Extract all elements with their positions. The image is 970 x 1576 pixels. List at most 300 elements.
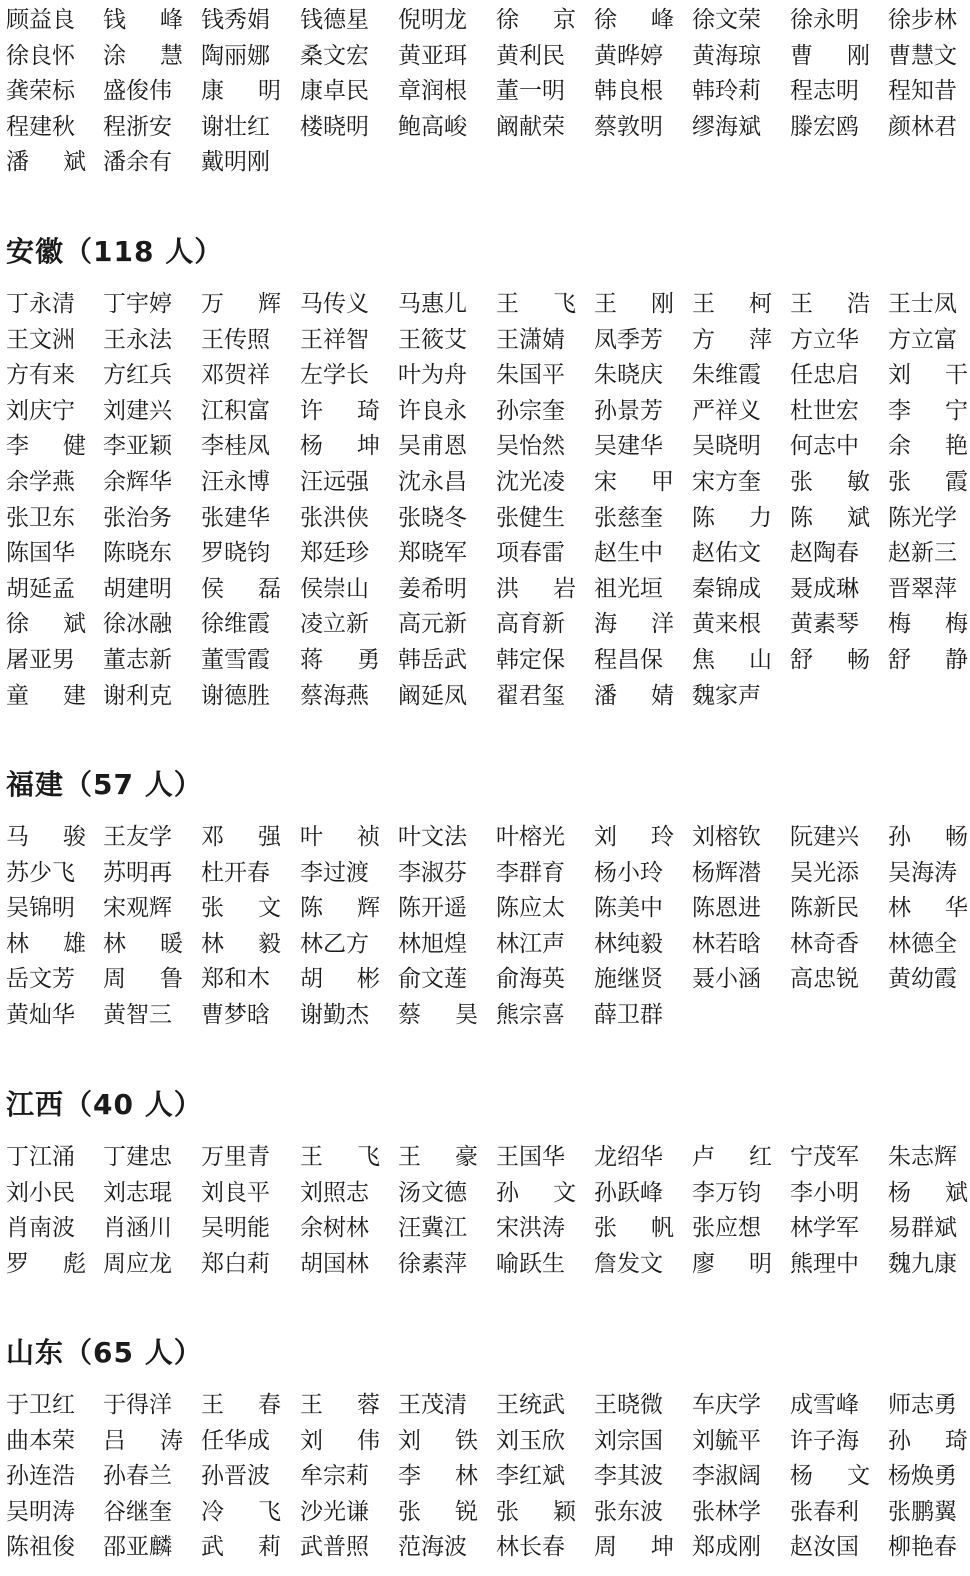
person-name: 聂成琳 — [790, 576, 859, 602]
person-name: 阮建兴 — [790, 824, 859, 850]
person-name: 方立华 — [790, 327, 859, 353]
person-name: 高忠锐 — [790, 966, 859, 992]
person-name: 陈国华 — [6, 540, 75, 566]
person-name: 秦锦成 — [692, 576, 761, 602]
person-name: 黄灿华 — [6, 1002, 75, 1028]
person-name: 顾益良 — [6, 7, 75, 33]
person-name: 曲本荣 — [6, 1428, 75, 1454]
person-name: 梅 梅 — [888, 611, 968, 637]
person-name: 马传义 — [300, 291, 369, 317]
person-name: 王 春 — [201, 1392, 281, 1418]
person-name: 程志明 — [790, 78, 859, 104]
person-name: 朱志辉 — [888, 1144, 957, 1170]
person-name: 黄海琼 — [692, 43, 761, 69]
person-name: 余辉华 — [103, 469, 172, 495]
person-name: 岳文芳 — [6, 966, 75, 992]
person-name: 刘玉欣 — [496, 1428, 565, 1454]
person-name: 吴光添 — [790, 860, 859, 886]
person-name: 杨焕勇 — [888, 1463, 957, 1489]
person-name: 马 骏 — [6, 824, 86, 850]
person-name: 王士凤 — [888, 291, 957, 317]
person-name: 谢德胜 — [201, 683, 270, 709]
person-name: 王潇婧 — [496, 327, 565, 353]
person-name: 王国华 — [496, 1144, 565, 1170]
person-name: 施继贤 — [594, 966, 663, 992]
person-name: 郑白莉 — [201, 1251, 270, 1277]
person-name: 曹慧文 — [888, 43, 957, 69]
person-name: 陈光学 — [888, 505, 957, 531]
person-name: 王 豪 — [398, 1144, 478, 1170]
person-name: 张治务 — [103, 505, 172, 531]
person-name: 陈应太 — [496, 895, 565, 921]
person-name: 章润根 — [398, 78, 467, 104]
person-name: 胡 彬 — [300, 966, 380, 992]
person-name: 邓 强 — [201, 824, 281, 850]
person-name: 许良永 — [398, 398, 467, 424]
person-name: 杜世宏 — [790, 398, 859, 424]
person-name: 余 艳 — [888, 433, 968, 459]
person-name: 余树林 — [300, 1215, 369, 1241]
person-name: 刘 铁 — [398, 1428, 478, 1454]
person-name: 罗晓钧 — [201, 540, 270, 566]
person-name: 程昌保 — [594, 647, 663, 673]
person-name: 林 华 — [888, 895, 968, 921]
person-name: 张洪侠 — [300, 505, 369, 531]
person-name: 吴晓明 — [692, 433, 761, 459]
person-name: 余学燕 — [6, 469, 75, 495]
person-name: 盛俊伟 — [103, 78, 172, 104]
person-name: 徐 京 — [496, 7, 576, 33]
person-name: 胡建明 — [103, 576, 172, 602]
person-name: 韩玲莉 — [692, 78, 761, 104]
person-name: 林若晗 — [692, 931, 761, 957]
person-name: 徐冰融 — [103, 611, 172, 637]
person-name: 张 霞 — [888, 469, 968, 495]
person-name: 张建华 — [201, 505, 270, 531]
person-name: 王 浩 — [790, 291, 870, 317]
person-name: 赵陶春 — [790, 540, 859, 566]
person-name: 吴建华 — [594, 433, 663, 459]
person-name: 熊理中 — [790, 1251, 859, 1277]
person-name: 林德全 — [888, 931, 957, 957]
person-name: 侯 磊 — [201, 576, 281, 602]
person-name: 周 坤 — [594, 1534, 674, 1560]
person-name: 桑文宏 — [300, 43, 369, 69]
person-name: 舒 畅 — [790, 647, 870, 673]
person-name: 俞文莲 — [398, 966, 467, 992]
person-name: 丁宇婷 — [103, 291, 172, 317]
person-name: 侯崇山 — [300, 576, 369, 602]
person-name: 吴锦明 — [6, 895, 75, 921]
person-name: 严祥义 — [692, 398, 761, 424]
section-heading: 山东（65 人） — [6, 1336, 203, 1369]
person-name: 张 锐 — [398, 1499, 478, 1525]
person-name: 蔡敦明 — [594, 114, 663, 140]
person-name: 马惠儿 — [398, 291, 467, 317]
person-name: 孙跃峰 — [594, 1180, 663, 1206]
person-name: 林江声 — [496, 931, 565, 957]
person-name: 赵汝国 — [790, 1534, 859, 1560]
person-name: 沈永昌 — [398, 469, 467, 495]
person-name: 左学长 — [300, 362, 369, 388]
person-name: 王统武 — [496, 1392, 565, 1418]
person-name: 牟宗莉 — [300, 1463, 369, 1489]
person-name: 龙绍华 — [594, 1144, 663, 1170]
person-name: 何志中 — [790, 433, 859, 459]
person-name: 曹梦晗 — [201, 1002, 270, 1028]
person-name: 陈美中 — [594, 895, 663, 921]
person-name: 颜林君 — [888, 114, 957, 140]
person-name: 丁江涌 — [6, 1144, 75, 1170]
person-name: 吴怡然 — [496, 433, 565, 459]
person-name: 阚献荣 — [496, 114, 565, 140]
person-name: 王 刚 — [594, 291, 674, 317]
person-name: 周 鲁 — [103, 966, 183, 992]
person-name: 缪海斌 — [692, 114, 761, 140]
person-name: 喻跃生 — [496, 1251, 565, 1277]
person-name: 李其波 — [594, 1463, 663, 1489]
person-name: 李亚颖 — [103, 433, 172, 459]
person-name: 柳艳春 — [888, 1534, 957, 1560]
person-name: 陈新民 — [790, 895, 859, 921]
person-name: 刘 干 — [888, 362, 968, 388]
person-name: 朱晓庆 — [594, 362, 663, 388]
person-name: 王晓微 — [594, 1392, 663, 1418]
person-name: 任忠启 — [790, 362, 859, 388]
person-name: 万 辉 — [201, 291, 281, 317]
person-name: 郑成刚 — [692, 1534, 761, 1560]
person-name: 王祥智 — [300, 327, 369, 353]
person-name: 王传照 — [201, 327, 270, 353]
person-name: 项春雷 — [496, 540, 565, 566]
person-name: 李 林 — [398, 1463, 478, 1489]
person-name: 焦 山 — [692, 647, 772, 673]
person-name: 林长春 — [496, 1534, 565, 1560]
person-name: 楼晓明 — [300, 114, 369, 140]
person-name: 魏九康 — [888, 1251, 957, 1277]
person-name: 江积富 — [201, 398, 270, 424]
person-name: 郑廷珍 — [300, 540, 369, 566]
person-name: 杨 斌 — [888, 1180, 968, 1206]
person-name: 翟君玺 — [496, 683, 565, 709]
person-name: 魏家声 — [692, 683, 761, 709]
person-name: 康卓民 — [300, 78, 369, 104]
person-name: 谷继奎 — [103, 1499, 172, 1525]
person-name: 王筱艾 — [398, 327, 467, 353]
person-name: 张应想 — [692, 1215, 761, 1241]
person-name: 武 莉 — [201, 1534, 281, 1560]
person-name: 孙春兰 — [103, 1463, 172, 1489]
person-name: 林学军 — [790, 1215, 859, 1241]
person-name: 汪冀江 — [398, 1215, 467, 1241]
person-name: 刘庆宁 — [6, 398, 75, 424]
person-name: 徐素萍 — [398, 1251, 467, 1277]
person-name: 王 蓉 — [300, 1392, 380, 1418]
person-name: 聂小涵 — [692, 966, 761, 992]
person-name: 张 敏 — [790, 469, 870, 495]
person-name: 赵佑文 — [692, 540, 761, 566]
section-heading: 安徽（118 人） — [6, 235, 224, 268]
person-name: 孙 文 — [496, 1180, 576, 1206]
person-name: 滕宏鸥 — [790, 114, 859, 140]
person-name: 吴明能 — [201, 1215, 270, 1241]
person-name: 陈恩进 — [692, 895, 761, 921]
person-name: 任华成 — [201, 1428, 270, 1454]
person-name: 张 颖 — [496, 1499, 576, 1525]
person-name: 潘 婧 — [594, 683, 674, 709]
person-name: 沙光谦 — [300, 1499, 369, 1525]
person-name: 李淑阔 — [692, 1463, 761, 1489]
person-name: 谢利克 — [103, 683, 172, 709]
person-name: 张健生 — [496, 505, 565, 531]
person-name: 倪明龙 — [398, 7, 467, 33]
person-name: 方红兵 — [103, 362, 172, 388]
person-name: 董雪霞 — [201, 647, 270, 673]
person-name: 薛卫群 — [594, 1002, 663, 1028]
person-name: 宋洪涛 — [496, 1215, 565, 1241]
person-name: 孙宗奎 — [496, 398, 565, 424]
person-name: 程浙安 — [103, 114, 172, 140]
person-name: 谢勤杰 — [300, 1002, 369, 1028]
person-name: 吴海涛 — [888, 860, 957, 886]
person-name: 龚荣标 — [6, 78, 75, 104]
person-name: 万里青 — [201, 1144, 270, 1170]
person-name: 卢 红 — [692, 1144, 772, 1170]
person-name: 黄素琴 — [790, 611, 859, 637]
person-name: 张东波 — [594, 1499, 663, 1525]
person-name: 宋方奎 — [692, 469, 761, 495]
person-name: 叶 祯 — [300, 824, 380, 850]
person-name: 韩岳武 — [398, 647, 467, 673]
person-name: 张晓冬 — [398, 505, 467, 531]
person-name: 黄智三 — [103, 1002, 172, 1028]
person-name: 方立富 — [888, 327, 957, 353]
person-name: 朱国平 — [496, 362, 565, 388]
person-name: 许 琦 — [300, 398, 380, 424]
person-name: 张鹏翼 — [888, 1499, 957, 1525]
person-name: 徐文荣 — [692, 7, 761, 33]
person-name: 赵新三 — [888, 540, 957, 566]
person-name: 叶为舟 — [398, 362, 467, 388]
person-name: 刘照志 — [300, 1180, 369, 1206]
person-name: 杨 坤 — [300, 433, 380, 459]
person-name: 赵生中 — [594, 540, 663, 566]
person-name: 蒋 勇 — [300, 647, 380, 673]
person-name: 邵亚麟 — [103, 1534, 172, 1560]
person-name: 孙晋波 — [201, 1463, 270, 1489]
person-name: 钱秀娟 — [201, 7, 270, 33]
person-name: 王茂清 — [398, 1392, 467, 1418]
person-name: 陶丽娜 — [201, 43, 270, 69]
person-name: 鲍高峻 — [398, 114, 467, 140]
person-name: 林 雄 — [6, 931, 86, 957]
section-heading: 江西（40 人） — [6, 1088, 203, 1121]
person-name: 丁建忠 — [103, 1144, 172, 1170]
person-name: 刘毓平 — [692, 1428, 761, 1454]
person-name: 杨辉潜 — [692, 860, 761, 886]
person-name: 张慈奎 — [594, 505, 663, 531]
person-name: 黄来根 — [692, 611, 761, 637]
person-name: 韩定保 — [496, 647, 565, 673]
person-name: 杨小玲 — [594, 860, 663, 886]
person-name: 方 萍 — [692, 327, 772, 353]
person-name: 叶榕光 — [496, 824, 565, 850]
person-name: 蔡 昊 — [398, 1002, 478, 1028]
person-name: 徐维霞 — [201, 611, 270, 637]
person-name: 张卫东 — [6, 505, 75, 531]
person-name: 陈祖俊 — [6, 1534, 75, 1560]
person-name: 陈 斌 — [790, 505, 870, 531]
person-name: 董一明 — [496, 78, 565, 104]
person-name: 方有来 — [6, 362, 75, 388]
person-name: 刘建兴 — [103, 398, 172, 424]
person-name: 舒 静 — [888, 647, 968, 673]
person-name: 董志新 — [103, 647, 172, 673]
person-name: 成雪峰 — [790, 1392, 859, 1418]
person-name: 王 飞 — [300, 1144, 380, 1170]
person-name: 林 毅 — [201, 931, 281, 957]
person-name: 车庆学 — [692, 1392, 761, 1418]
person-name: 杜开春 — [201, 860, 270, 886]
person-name: 童 建 — [6, 683, 86, 709]
person-name: 刘 玲 — [594, 824, 674, 850]
person-name: 钱德星 — [300, 7, 369, 33]
person-name: 程建秋 — [6, 114, 75, 140]
person-name: 李淑芬 — [398, 860, 467, 886]
person-name: 苏少飞 — [6, 860, 75, 886]
person-name: 黄利民 — [496, 43, 565, 69]
person-name: 晋翠萍 — [888, 576, 957, 602]
person-name: 林旭煌 — [398, 931, 467, 957]
person-name: 孙 畅 — [888, 824, 968, 850]
person-name: 朱维霞 — [692, 362, 761, 388]
person-name: 王永法 — [103, 327, 172, 353]
person-name: 徐 斌 — [6, 611, 86, 637]
person-name: 凤季芳 — [594, 327, 663, 353]
person-name: 师志勇 — [888, 1392, 957, 1418]
person-name: 刘宗国 — [594, 1428, 663, 1454]
person-name: 陈开遥 — [398, 895, 467, 921]
person-name: 邓贺祥 — [201, 362, 270, 388]
person-name: 海 洋 — [594, 611, 674, 637]
person-name: 刘志琨 — [103, 1180, 172, 1206]
person-name: 李群育 — [496, 860, 565, 886]
person-name: 肖南波 — [6, 1215, 75, 1241]
person-name: 王文洲 — [6, 327, 75, 353]
person-name: 林奇香 — [790, 931, 859, 957]
person-name: 祖光垣 — [594, 576, 663, 602]
person-name: 周应龙 — [103, 1251, 172, 1277]
person-name: 易群斌 — [888, 1215, 957, 1241]
person-name: 宋观辉 — [103, 895, 172, 921]
person-name: 蔡海燕 — [300, 683, 369, 709]
person-name: 姜希明 — [398, 576, 467, 602]
person-name: 王 柯 — [692, 291, 772, 317]
person-name: 林 暖 — [103, 931, 183, 957]
person-name: 汪远强 — [300, 469, 369, 495]
person-name: 熊宗喜 — [496, 1002, 565, 1028]
person-name: 王 飞 — [496, 291, 576, 317]
person-name: 李万钧 — [692, 1180, 761, 1206]
person-name: 徐 峰 — [594, 7, 674, 33]
person-name: 俞海英 — [496, 966, 565, 992]
person-name: 陈晓东 — [103, 540, 172, 566]
person-name: 孙连浩 — [6, 1463, 75, 1489]
person-name: 高育新 — [496, 611, 565, 637]
person-name: 武普照 — [300, 1534, 369, 1560]
person-name: 林乙方 — [300, 931, 369, 957]
person-name: 冷 飞 — [201, 1499, 281, 1525]
person-name: 潘 斌 — [6, 149, 86, 175]
person-name: 潘余有 — [103, 149, 172, 175]
person-name: 涂 慧 — [103, 43, 183, 69]
person-name: 于得洋 — [103, 1392, 172, 1418]
person-name: 黄亚珥 — [398, 43, 467, 69]
person-name: 屠亚男 — [6, 647, 75, 673]
person-name: 阚延凤 — [398, 683, 467, 709]
person-name: 沈光凌 — [496, 469, 565, 495]
person-name: 孙景芳 — [594, 398, 663, 424]
person-name: 于卫红 — [6, 1392, 75, 1418]
person-name: 曹 刚 — [790, 43, 870, 69]
person-name: 廖 明 — [692, 1251, 772, 1277]
person-name: 胡国林 — [300, 1251, 369, 1277]
person-name: 谢壮红 — [201, 114, 270, 140]
person-name: 刘小民 — [6, 1180, 75, 1206]
person-name: 陈 辉 — [300, 895, 380, 921]
person-name: 李桂凤 — [201, 433, 270, 459]
person-name: 钱 峰 — [103, 7, 183, 33]
person-name: 宁茂军 — [790, 1144, 859, 1170]
person-name: 郑和木 — [201, 966, 270, 992]
person-name: 苏明再 — [103, 860, 172, 886]
person-name: 詹发文 — [594, 1251, 663, 1277]
person-name: 罗 彪 — [6, 1251, 86, 1277]
person-name: 康 明 — [201, 78, 281, 104]
person-name: 张林学 — [692, 1499, 761, 1525]
person-name: 范海波 — [398, 1534, 467, 1560]
person-name: 刘 伟 — [300, 1428, 380, 1454]
person-name: 刘良平 — [201, 1180, 270, 1206]
person-name: 胡延孟 — [6, 576, 75, 602]
person-name: 黄晔婷 — [594, 43, 663, 69]
person-name: 凌立新 — [300, 611, 369, 637]
person-name: 徐永明 — [790, 7, 859, 33]
person-name: 徐良怀 — [6, 43, 75, 69]
person-name: 洪 岩 — [496, 576, 576, 602]
person-name: 李 宁 — [888, 398, 968, 424]
person-name: 许子海 — [790, 1428, 859, 1454]
person-name: 李红斌 — [496, 1463, 565, 1489]
person-name: 宋 甲 — [594, 469, 674, 495]
person-name: 汤文德 — [398, 1180, 467, 1206]
person-name: 徐步林 — [888, 7, 957, 33]
person-name: 孙 琦 — [888, 1428, 968, 1454]
person-name: 张 帆 — [594, 1215, 674, 1241]
person-name: 李过渡 — [300, 860, 369, 886]
person-name: 丁永清 — [6, 291, 75, 317]
person-name: 吴甫恩 — [398, 433, 467, 459]
person-name: 林纯毅 — [594, 931, 663, 957]
person-name: 吴明涛 — [6, 1499, 75, 1525]
person-name: 叶文法 — [398, 824, 467, 850]
person-name: 韩良根 — [594, 78, 663, 104]
person-name: 肖涵川 — [103, 1215, 172, 1241]
person-name: 高元新 — [398, 611, 467, 637]
person-name: 汪永博 — [201, 469, 270, 495]
person-name: 程知昔 — [888, 78, 957, 104]
person-name: 刘榕钦 — [692, 824, 761, 850]
